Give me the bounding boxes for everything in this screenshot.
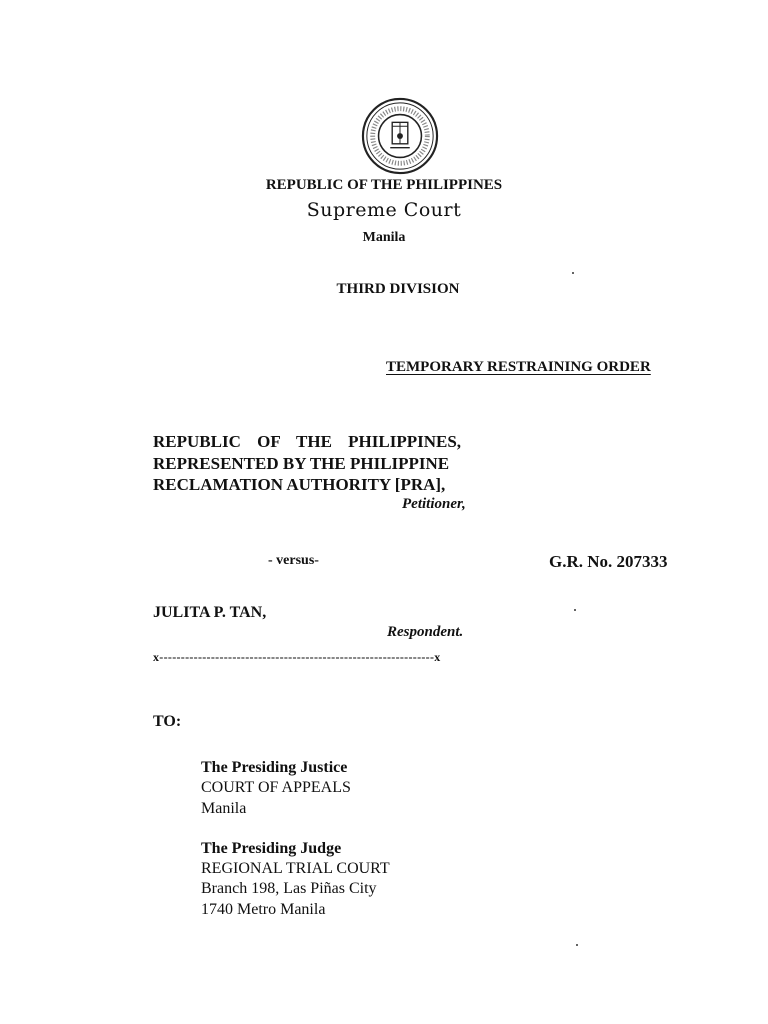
petitioner-line: RECLAMATION AUTHORITY [PRA], <box>153 475 446 494</box>
order-title: TEMPORARY RESTRAINING ORDER <box>386 359 651 375</box>
respondent-role: Respondent. <box>387 624 464 640</box>
scan-speck <box>572 272 574 274</box>
division-heading: THIRD DIVISION <box>336 281 460 297</box>
respondent-name: JULITA P. TAN, <box>153 604 267 621</box>
case-number: G.R. No. 207333 <box>549 552 668 571</box>
recipient-line: REGIONAL TRIAL COURT <box>201 860 390 877</box>
recipient-line: 1740 Metro Manila <box>201 901 326 918</box>
scan-speck <box>574 609 576 611</box>
court-city: Manila <box>362 230 406 245</box>
scan-speck <box>576 944 578 946</box>
supreme-court-seal-icon <box>361 97 439 175</box>
versus-label: - versus- <box>268 553 319 568</box>
country-heading: REPUBLIC OF THE PHILIPPINES <box>265 177 503 193</box>
petitioner-line: REPRESENTED BY THE PHILIPPINE <box>153 454 450 473</box>
recipient-line: COURT OF APPEALS <box>201 779 351 796</box>
court-name: Supreme Court <box>306 199 462 221</box>
caption-divider: x----------------------------------------------------------------x <box>153 650 441 664</box>
petitioner-role: Petitioner, <box>402 496 466 512</box>
recipient-title: The Presiding Judge <box>201 840 342 857</box>
to-label: TO: <box>153 713 182 730</box>
recipient-line: Branch 198, Las Piñas City <box>201 880 377 897</box>
petitioner-line: REPUBLIC OF THE PHILIPPINES, <box>153 432 462 451</box>
recipient-line: Manila <box>201 800 247 817</box>
recipient-title: The Presiding Justice <box>201 759 348 776</box>
